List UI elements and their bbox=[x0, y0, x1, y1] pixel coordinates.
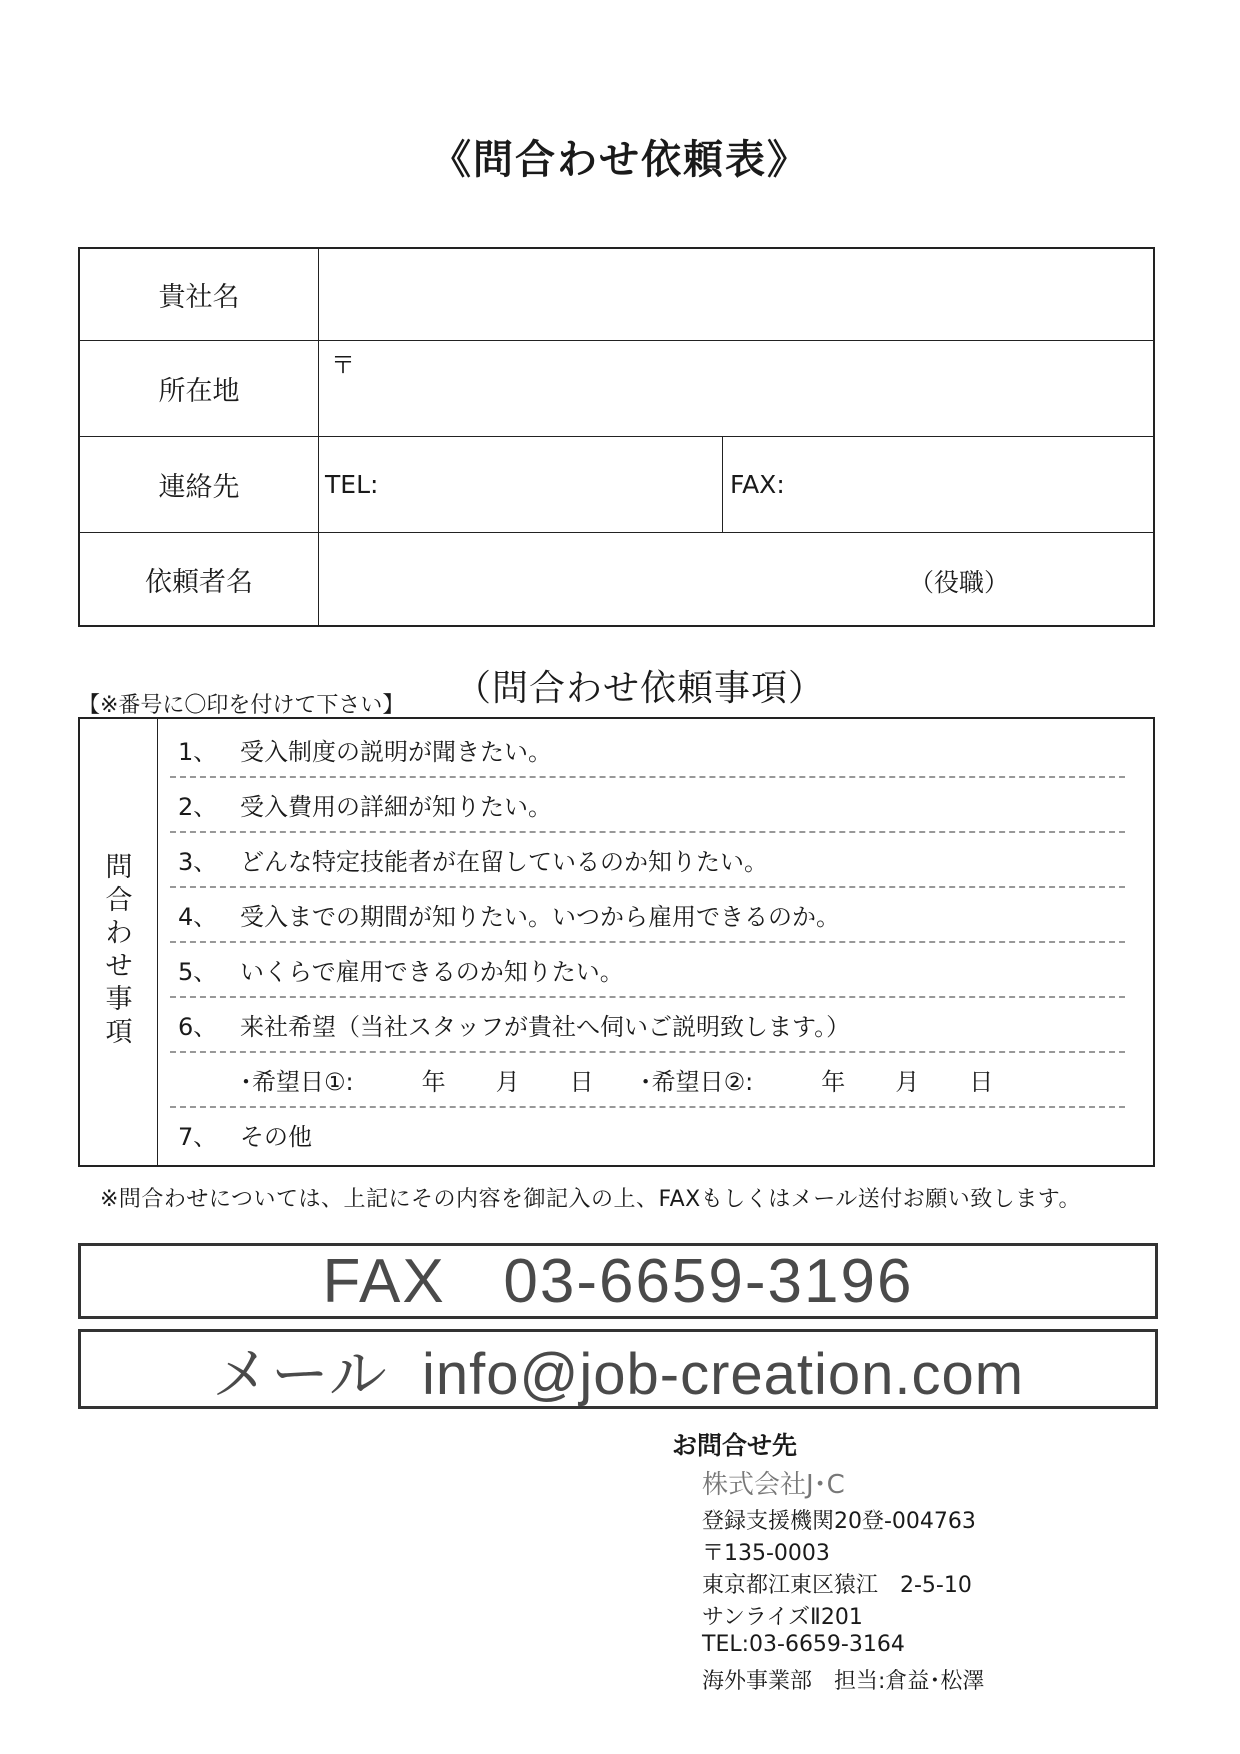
submission-note: ※問合わせについては、上記にその内容を御記入の上、FAXもしくはメール送付お願い致します。 bbox=[100, 1187, 1082, 1212]
item-text: 受入制度の説明が聞きたい。 bbox=[240, 738, 552, 766]
inquiry-item-5[interactable] bbox=[178, 942, 1133, 997]
company-name-field[interactable] bbox=[319, 249, 1153, 340]
item-text: 受入までの期間が知りたい。いつから雇用できるのか。 bbox=[240, 903, 840, 931]
item-text: その他 bbox=[240, 1123, 312, 1151]
side-label-char: 合 bbox=[105, 885, 133, 916]
side-label-char: 項 bbox=[105, 1017, 133, 1048]
preferred-date-2-month[interactable]: 月 bbox=[895, 1068, 920, 1096]
item-number: 3、 bbox=[178, 848, 218, 876]
item-number: 1、 bbox=[178, 738, 218, 766]
side-label-char: 事 bbox=[105, 984, 133, 1015]
tel-field[interactable] bbox=[319, 437, 723, 532]
company-tel: TEL:03-6659-3164 bbox=[702, 1632, 905, 1657]
street-address: 東京都江東区猿江 2-5-10 bbox=[702, 1573, 972, 1598]
requester-row bbox=[80, 533, 1153, 625]
company-name: 株式会社J･C bbox=[702, 1470, 845, 1500]
preferred-date-1-day[interactable]: 日 bbox=[569, 1068, 594, 1096]
preferred-date-1-month[interactable]: 月 bbox=[495, 1068, 520, 1096]
preferred-date-1-year[interactable]: 年 bbox=[421, 1068, 446, 1096]
contact-label: 連絡先 bbox=[80, 437, 319, 532]
email-box bbox=[78, 1329, 1158, 1409]
inquiry-item-3[interactable] bbox=[178, 832, 1133, 887]
item-text: 来社希望（当社スタッフが貴社へ伺いご説明致します。） bbox=[240, 1013, 851, 1041]
inquiry-item-2[interactable] bbox=[178, 777, 1133, 832]
inquiry-item-4[interactable] bbox=[178, 887, 1133, 942]
address-row bbox=[80, 341, 1153, 437]
position-label: （役職） bbox=[909, 568, 1010, 597]
preferred-date-1-label: ･希望日①: bbox=[240, 1068, 354, 1096]
inquiry-side-label bbox=[80, 719, 158, 1165]
tel-label: TEL: bbox=[325, 470, 379, 499]
inquiry-item-1[interactable] bbox=[178, 722, 1133, 777]
inquiry-subtitle: （問合わせ依頼事項） bbox=[455, 668, 826, 709]
preferred-date-2-day[interactable]: 日 bbox=[969, 1068, 994, 1096]
item-text: どんな特定技能者が在留しているのか知りたい。 bbox=[240, 848, 768, 876]
inquiry-items-box bbox=[78, 717, 1155, 1167]
item-text: 受入費用の詳細が知りたい。 bbox=[240, 793, 552, 821]
postal-mark: 〒 bbox=[331, 351, 355, 379]
fax-field[interactable] bbox=[724, 437, 1153, 532]
fax-number-box bbox=[78, 1243, 1158, 1319]
email-address[interactable]: メール info@job-creation.com bbox=[211, 1342, 1025, 1407]
requester-field[interactable] bbox=[319, 533, 1153, 625]
postal-code: 〒135-0003 bbox=[702, 1541, 830, 1566]
item-number: 7、 bbox=[178, 1123, 218, 1151]
fax-number[interactable]: FAX 03-6659-3196 bbox=[322, 1246, 914, 1316]
side-label-char: せ bbox=[105, 951, 133, 982]
item-number: 2、 bbox=[178, 793, 218, 821]
item-number: 5、 bbox=[178, 958, 218, 986]
instruction-text: 【※番号に〇印を付けて下さい】 bbox=[78, 693, 405, 718]
side-label-char: 問 bbox=[105, 852, 133, 883]
item-number: 6、 bbox=[178, 1013, 218, 1041]
department-contact: 海外事業部 担当:倉益･松澤 bbox=[702, 1669, 985, 1694]
address-label: 所在地 bbox=[80, 341, 319, 436]
page-title: 《問合わせ依頼表》 bbox=[431, 137, 809, 183]
fax-label: FAX: bbox=[730, 470, 785, 499]
item-number: 4、 bbox=[178, 903, 218, 931]
requester-label: 依頼者名 bbox=[80, 533, 319, 625]
contact-heading: お問合せ先 bbox=[672, 1431, 798, 1460]
contact-row bbox=[80, 437, 1153, 533]
registration-number: 登録支援機関20登-004763 bbox=[702, 1509, 976, 1534]
preferred-dates-row bbox=[240, 1052, 993, 1107]
company-name-row bbox=[80, 249, 1153, 341]
building-name: サンライズⅡ201 bbox=[702, 1605, 863, 1630]
inquiry-item-7[interactable] bbox=[178, 1107, 1133, 1162]
company-info-table bbox=[78, 247, 1155, 627]
item-text: いくらで雇用できるのか知りたい。 bbox=[240, 958, 624, 986]
preferred-date-2-year[interactable]: 年 bbox=[821, 1068, 846, 1096]
inquiry-item-6[interactable] bbox=[178, 997, 1133, 1052]
preferred-date-2-label: ･希望日②: bbox=[639, 1068, 754, 1096]
address-field[interactable] bbox=[319, 341, 1153, 436]
side-label-char: わ bbox=[105, 918, 133, 949]
company-name-label: 貴社名 bbox=[80, 249, 319, 340]
